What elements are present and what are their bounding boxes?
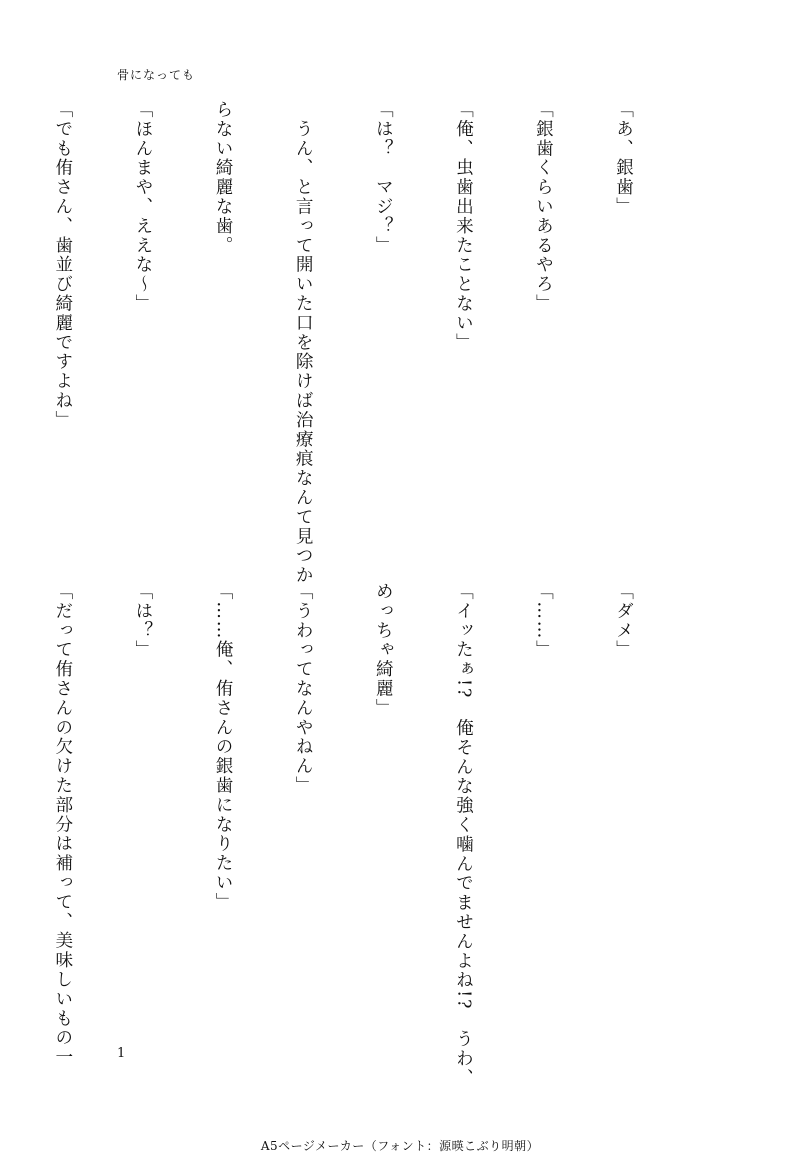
text-line: 「……」	[533, 582, 554, 660]
text-line: 「は？」	[132, 582, 153, 660]
text-line: 「ほんまや、ええな〜」	[132, 100, 153, 314]
text-line: 「あ、銀歯」	[613, 100, 634, 217]
running-header: 骨になっても	[117, 68, 196, 82]
text-line: 「ダメ」	[613, 582, 634, 660]
text-line: らない綺麗な歯。	[213, 100, 234, 256]
page-number: 1	[117, 1046, 126, 1061]
text-line: 「俺、虫歯出来たことない」	[453, 100, 474, 353]
text-line: 「は？ マジ？」	[373, 100, 394, 256]
text-line: 「……俺、侑さんの銀歯になりたい」	[213, 582, 234, 912]
text-line: 「うわってなんやねん」	[293, 582, 314, 796]
text-line: 「イッたぁ!? 俺そんな強く噛んでませんよね!? うわ、	[453, 582, 474, 1088]
text-block-top	[0, 100, 690, 585]
text-line: めっちゃ綺麗」	[373, 582, 394, 718]
text-line: 「だって侑さんの欠けた部分は補って、美味しいもの一	[52, 582, 73, 1067]
text-block-bottom	[0, 582, 690, 1088]
text-line: 「でも侑さん、歯並び綺麗ですよね」	[52, 100, 73, 430]
footer-caption: A5ページメーカー（フォント：源暎こぶり明朝）	[260, 1139, 540, 1153]
text-line: うん、と言って開いた口を除けば治療痕なんて見つか	[293, 100, 314, 585]
text-line: 「銀歯くらいあるやろ」	[533, 100, 554, 314]
